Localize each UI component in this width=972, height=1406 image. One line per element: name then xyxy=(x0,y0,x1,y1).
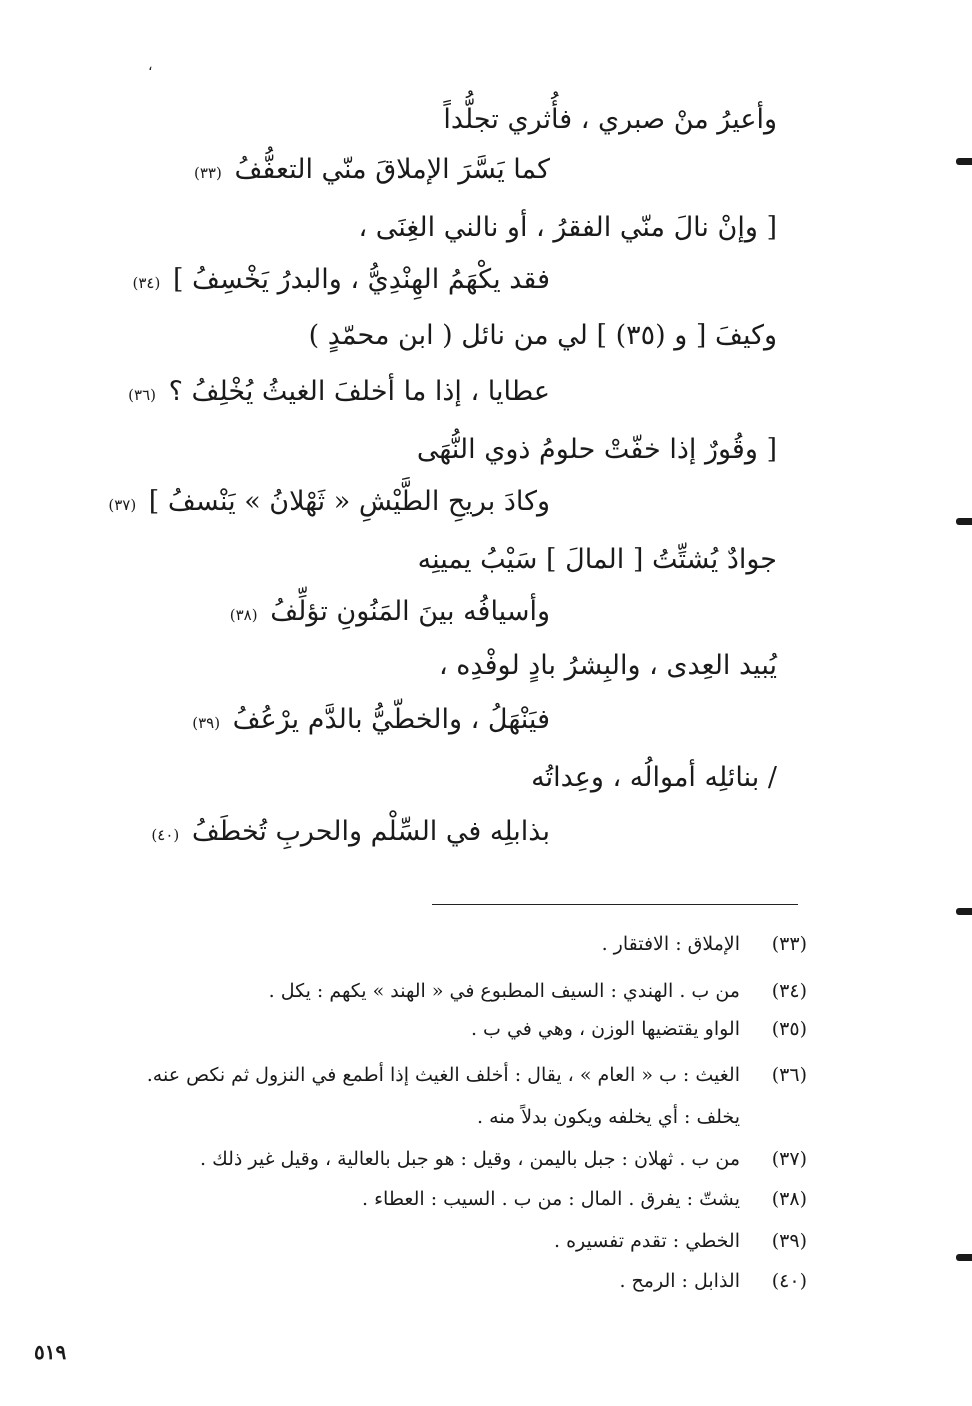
edge-mark xyxy=(956,1254,972,1261)
edge-mark xyxy=(956,908,972,915)
verse-line xyxy=(70,488,550,515)
verse-text: [ وقُورٌ إذا خفّتْ حلومُ ذوي النُّهَى xyxy=(416,434,777,465)
verse-line xyxy=(70,378,550,405)
top-mark: ، xyxy=(148,58,153,74)
verse-text: بذابلِه في السِّلْم والحربِ تُخطَفُ xyxy=(191,816,550,847)
verse-text: عطايا ، إذا ما أخلفَ الغيثُ يُخْلِفُ ؟ xyxy=(168,376,550,407)
footnote-separator xyxy=(432,904,798,905)
footnote-ref: (٣٤) xyxy=(132,274,161,292)
verse-line xyxy=(70,156,972,183)
verse-text: وكادَ بريحِ الطَّيْشِ « ثَهْلانُ » يَنْسفُ ] xyxy=(148,486,550,517)
footnote-text: الغيث : ب « العام » ، يقال : أخلف الغيث إذا أطمع في النزول ثم نكص عنه. xyxy=(146,1064,740,1086)
footnote-text: من ب . ثهلان : جبل باليمن ، وقيل : هو جبل بالعالية ، وقيل غير ذلك . xyxy=(199,1148,740,1170)
footnote-number: (٣٩) xyxy=(771,1230,807,1252)
footnote-number: (٣٤) xyxy=(771,980,807,1002)
page-number: ٥١٩ xyxy=(34,1340,67,1364)
verse-line xyxy=(417,436,777,463)
verse-line xyxy=(70,706,550,733)
verse-line xyxy=(358,214,777,241)
footnote-ref: (٣٣) xyxy=(194,164,222,182)
verse-text: / بنائلِه أموالُه ، وعِداتُه xyxy=(531,762,777,793)
footnote-ref: (٣٩) xyxy=(192,714,221,732)
verse-text: فقد يكْهَمُ الهِنْدِيُّ ، والبدرُ يَخْسِفُ ] xyxy=(172,264,550,295)
footnote-number: (٣٧) xyxy=(771,1148,807,1170)
verse-line xyxy=(418,546,777,573)
verse-line xyxy=(439,652,777,679)
verse-text: وكيفَ [ و (٣٥) ] لي من نائل ( ابن محمّدٍ ) xyxy=(308,320,777,351)
verse-text: وأعيرُ منْ صبري ، فأُثري تجلُّداً xyxy=(443,104,777,135)
verse-line xyxy=(309,322,777,349)
verse-text: فيَنْهَلُ ، والخطّيُّ بالدَّم يرْعُفُ xyxy=(232,704,550,735)
footnote-ref: (٤٠) xyxy=(151,826,180,844)
footnote-text: يشتّ : يفرق . المال : من ب . السيب : العطاء . xyxy=(362,1188,740,1210)
footnote-number: (٣٥) xyxy=(771,1018,807,1040)
footnote-ref: (٣٦) xyxy=(128,386,157,404)
verse-line xyxy=(443,106,777,133)
verse-text: وأسيافُه بينَ المَنُونِ تؤلِّفُ xyxy=(270,596,550,627)
verse-line xyxy=(70,266,550,293)
verse-text: كما يَسَّرَ الإملاقَ منّي التعفُّفُ xyxy=(234,154,550,185)
footnote-text: الخطي : تقدم تفسيره . xyxy=(553,1230,740,1252)
footnote-ref: (٣٧) xyxy=(108,496,137,514)
footnote-text: من ب . الهندي : السيف المطبوع في « الهند » يكهم : يكل . xyxy=(268,980,740,1002)
footnote-number: (٤٠) xyxy=(771,1270,807,1292)
verse-line xyxy=(531,764,777,791)
footnote-number: (٣٣) xyxy=(771,933,807,955)
footnote-ref: (٣٨) xyxy=(229,606,258,624)
verse-text: جوادٌ يُشتِّتُ [ المالَ ] سَيْبُ يمينِه xyxy=(417,544,777,575)
footnote-number: (٣٦) xyxy=(771,1064,807,1086)
footnote-text: الذابل : الرمح . xyxy=(619,1270,740,1292)
footnote-text: الإملاق : الافتقار . xyxy=(601,933,740,955)
verse-line xyxy=(70,818,550,845)
footnote-text: الواو يقتضيها الوزن ، وهي في ب . xyxy=(470,1018,740,1040)
footnote-number: (٣٨) xyxy=(771,1188,807,1210)
verse-text: يُبيد العِدى ، والبِشرُ بادٍ لوفْدِه ، xyxy=(438,650,777,681)
footnote-text: يخلف : أي يخلفه ويكون بدلاً منه . xyxy=(477,1106,740,1128)
verse-line xyxy=(70,598,550,625)
verse-text: [ وإنْ نالَ منّي الفقرُ ، أو نالني الغِنَى ، xyxy=(358,212,777,243)
edge-mark xyxy=(956,158,972,165)
edge-mark xyxy=(956,518,972,525)
